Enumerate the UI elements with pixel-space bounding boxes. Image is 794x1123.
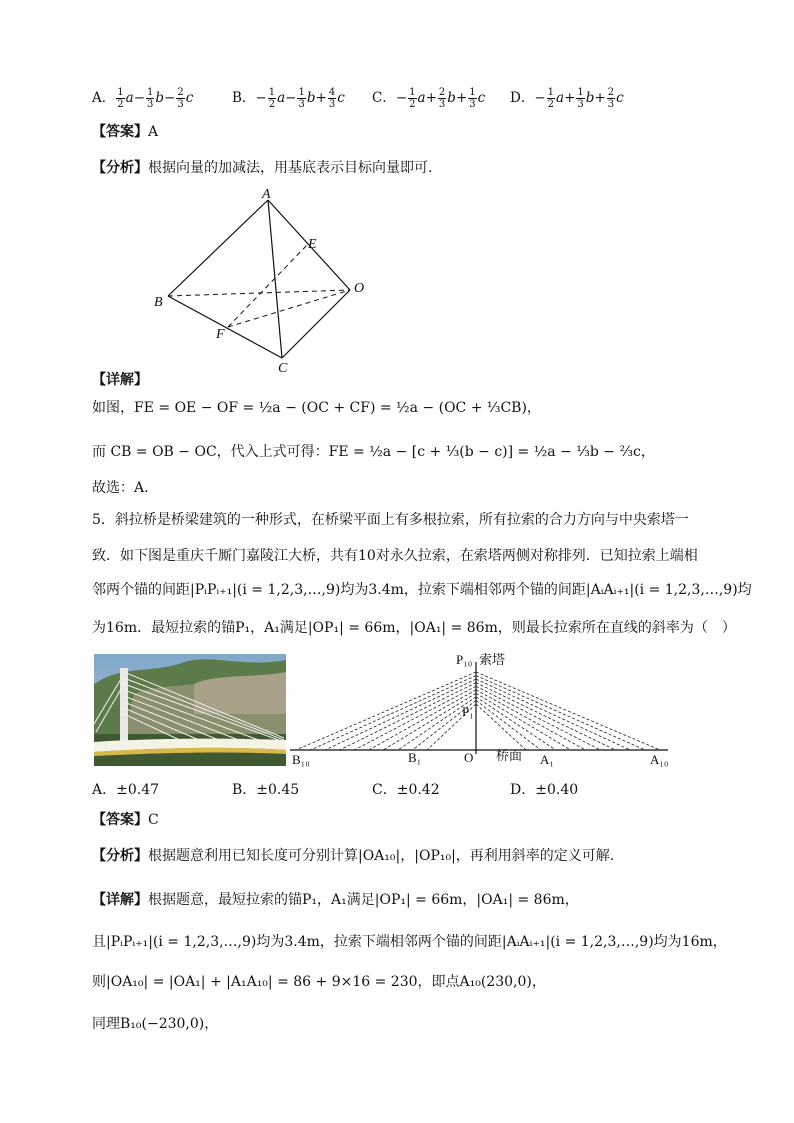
fraction: $\frac{2}{3}$ (177, 87, 184, 110)
cable-stay-diagram (286, 648, 686, 770)
cable-right (476, 686, 600, 750)
detail-tag: 【详解】 (92, 372, 148, 388)
vertex-label-c: C (278, 361, 288, 376)
question-number: 5． (92, 512, 115, 528)
vertex-label-o: O (354, 281, 365, 296)
fraction: $\frac{1}{3}$ (298, 87, 305, 110)
fraction: $\frac{2}{3}$ (607, 87, 615, 110)
cable-right (476, 693, 571, 750)
bridge-photo (94, 654, 286, 766)
option-label: B． (232, 90, 256, 106)
label-p1: P₁ (462, 704, 474, 719)
cable-right (476, 697, 556, 750)
q4-detail-tag (92, 370, 148, 390)
q5-stem-line4: 为16m．最短拉索的锚P₁，A₁满足|OP₁| = 66m，|OA₁| = 86m，则最长拉索所在直线的斜率为（ ） (92, 620, 736, 636)
q4-analysis (92, 158, 432, 178)
vertex-label-a: A (262, 187, 271, 202)
fraction: $\frac{1}{3}$ (469, 87, 476, 110)
cable-left (325, 679, 476, 750)
fraction: $\frac{1}{2}$ (547, 87, 555, 110)
answer-tag: 【答案】 (92, 124, 148, 140)
q5-detail-line2: 且|PᵢPᵢ₊₁|(i = 1,2,3,…,9)均为3.4m，拉索下端相邻两个锚的间距|AᵢAᵢ₊₁|(i = 1,2,3,…,9)均为16m， (92, 934, 727, 950)
q4-conclusion: 故选：A. (92, 480, 149, 496)
q5-detail-line4: 同理B₁₀(−230,0)， (92, 1016, 219, 1032)
q5-detail-line3: 则|OA₁₀| = |OA₁| + |A₁A₁₀| = 86 + 9×16 = 230，即点A₁₀(230,0)， (92, 974, 546, 990)
q4-option-c: C．− $\frac{1}{2}$ a+ $\frac{2}{3}$ b+ $\frac{1}{3}$ c (372, 87, 486, 110)
detail-tag: 【详解】 (92, 892, 148, 908)
cable-right (476, 672, 660, 750)
fraction: $\frac{1}{3}$ (147, 87, 154, 110)
analysis-text: 根据题意利用已知长度可分别计算|OA₁₀|，|OP₁₀|，再利用斜率的定义可解. (148, 848, 615, 864)
q5-answer (92, 810, 159, 830)
q5-analysis (92, 846, 614, 866)
label-o: O (464, 750, 474, 765)
analysis-tag: 【分析】 (92, 848, 148, 864)
q5-option-a: A．±0.47 (92, 782, 160, 798)
cable-left (369, 690, 476, 750)
vertex-label-b: B (154, 295, 163, 310)
analysis-text: 根据向量的加减法，用基底表示目标向量即可. (148, 160, 433, 176)
label-p10: P₁₀ (456, 652, 473, 667)
point-label-f: F (216, 327, 225, 342)
fraction: $\frac{1}{3}$ (577, 87, 584, 110)
option-label: D． (510, 90, 535, 106)
label-tower: 索塔 (479, 652, 506, 667)
fraction: $\frac{1}{2}$ (117, 87, 124, 110)
q4-detail-line2: 而 CB = OB − OC，代入上式可得：FE = ½a − [c + ⅓(b − c)] = ½a − ⅓b − ⅔c， (92, 444, 655, 460)
answer-value: A (148, 124, 159, 140)
q5-stem-line2: 致．如下图是重庆千厮门嘉陵江大桥，共有10对永久拉索，在索塔两侧对称排列．已知拉索上端相 (92, 548, 698, 564)
cable-right (476, 676, 645, 750)
q5-option-c: C．±0.42 (372, 782, 440, 798)
cable-right (476, 704, 526, 750)
fraction: $\frac{2}{3}$ (438, 87, 446, 110)
q5-option-d: D．±0.40 (510, 782, 579, 798)
q4-option-a: A． $\frac{1}{2}$ a− $\frac{1}{3}$ b− $\frac{2}{3}$ c (92, 87, 194, 110)
q5-stem-line3: 邻两个锚的间距|PᵢPᵢ₊₁|(i = 1,2,3,…,9)均为3.4m，拉索下端相邻两个锚的间距|AᵢAᵢ₊₁|(i = 1,2,3,…,9)均 (92, 582, 752, 598)
point-label-e: E (308, 237, 317, 252)
option-label: C． (372, 90, 396, 106)
fraction: $\frac{4}{3}$ (328, 87, 336, 110)
cable-left (311, 676, 476, 750)
label-b10: B₁₀ (292, 752, 310, 767)
q5-stem-line1: 5．斜拉桥是桥梁建筑的一种形式，在桥梁平面上有多根拉索，所有拉索的合力方向与中央索塔一 (92, 512, 689, 528)
fraction: $\frac{1}{2}$ (409, 87, 416, 110)
label-b1: B₁ (408, 750, 422, 765)
q4-option-d: D．− $\frac{1}{2}$ a+ $\frac{1}{3}$ b+ $\frac{2}{3}$ c (510, 87, 624, 110)
q4-option-b: B．− $\frac{1}{2}$ a− $\frac{1}{3}$ b+ $\frac{4}{3}$ c (232, 87, 345, 110)
label-deck: 桥面 (496, 748, 523, 763)
fraction: $\frac{1}{2}$ (268, 87, 276, 110)
answer-value: C (148, 812, 159, 828)
q4-detail-line1: 如图，FE = OE − OF = ½a − (OC + CF) = ½a − (OC + ⅓CB)， (92, 400, 541, 416)
answer-tag: 【答案】 (92, 812, 148, 828)
cable-right (476, 679, 630, 750)
q4-answer (92, 122, 158, 142)
label-a10: A₁₀ (650, 752, 669, 767)
cable-left (296, 672, 476, 750)
tetrahedron-figure (150, 186, 380, 376)
option-label: A． (92, 90, 116, 106)
label-a1: A₁ (540, 752, 554, 767)
cable-right (476, 690, 586, 750)
q5-option-b: B．±0.45 (232, 782, 300, 798)
analysis-tag: 【分析】 (92, 160, 148, 176)
q5-detail-line1: 【详解】根据题意，最短拉索的锚P₁，A₁满足|OP₁| = 66m，|OA₁| = 86m， (92, 892, 579, 908)
cable-left (354, 686, 476, 750)
